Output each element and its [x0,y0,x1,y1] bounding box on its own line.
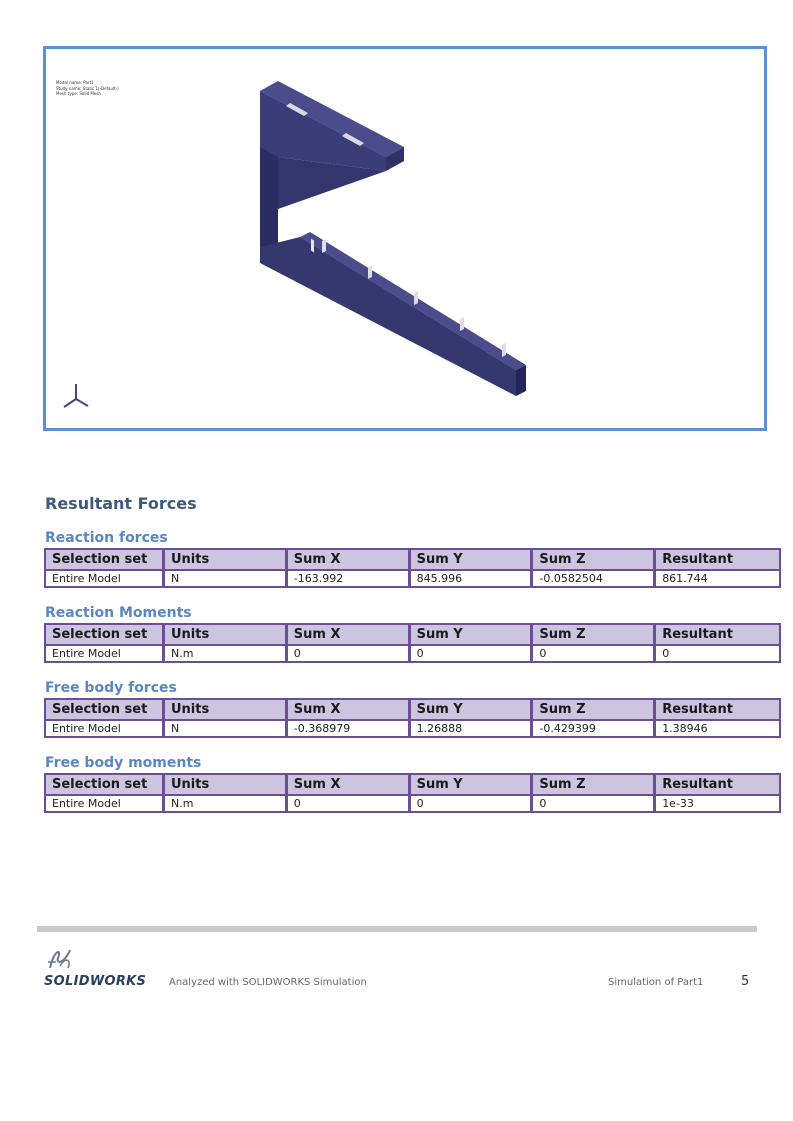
header-cell: Sum Y [411,700,534,721]
header-cell: Sum Z [533,550,656,571]
table-cell: 1.38946 [656,721,779,736]
section-title: Resultant Forces [45,494,197,513]
header-cell: Sum X [288,625,411,646]
table-cell: Entire Model [46,646,165,661]
axis-triad-icon [64,384,88,407]
table-title-reaction-forces: Reaction forces [45,530,168,546]
reaction-moments-table [44,623,781,663]
table-cell: Entire Model [46,721,165,736]
table-cell: N [165,721,288,736]
table-cell: N.m [165,796,288,811]
table-cell: Entire Model [46,571,165,586]
model-info-line: Study name: Static 1(-Default-) [56,85,119,91]
header-cell: Selection set [46,625,165,646]
header-cell: Sum X [288,775,411,796]
table-title-reaction-moments: Reaction Moments [45,605,192,621]
header-cell: Selection set [46,700,165,721]
header-cell: Sum Z [533,700,656,721]
document-title-footer: Simulation of Part1 [608,977,704,988]
table-cell: -0.368979 [288,721,411,736]
free-body-moments-table [44,773,781,813]
header-cell: Selection set [46,550,165,571]
table-cell: 0 [533,796,656,811]
free-body-forces-table [44,698,781,738]
table-cell: 0 [533,646,656,661]
table-row [46,646,779,661]
table-cell: 845.996 [411,571,534,586]
table-cell: -0.429399 [533,721,656,736]
header-cell: Sum Y [411,625,534,646]
footer-divider [37,926,757,932]
table-header-row [46,625,779,646]
header-cell: Sum X [288,700,411,721]
header-cell: Resultant [656,625,779,646]
table-header-row [46,550,779,571]
header-cell: Units [165,700,288,721]
table-row [46,721,779,736]
table-cell: 0 [656,646,779,661]
header-cell: Resultant [656,775,779,796]
table-cell: N [165,571,288,586]
header-cell: Sum Z [533,775,656,796]
header-cell: Selection set [46,775,165,796]
arm-notches [311,239,314,253]
header-cell: Sum Z [533,625,656,646]
table-cell: 1.26888 [411,721,534,736]
table-cell: 0 [288,796,411,811]
table-row [46,796,779,811]
mesh-model-render [46,49,764,428]
header-cell: Units [165,625,288,646]
header-cell: Units [165,550,288,571]
table-cell: Entire Model [46,796,165,811]
header-cell: Sum X [288,550,411,571]
header-cell: Sum Y [411,550,534,571]
header-cell: Resultant [656,700,779,721]
model-info-line: Mesh type: Solid Mesh [56,91,101,96]
table-cell: -163.992 [288,571,411,586]
page-number: 5 [741,974,750,989]
analyzed-with-text: Analyzed with SOLIDWORKS Simulation [169,977,367,988]
solidworks-brand: SOLIDWORKS [44,974,147,989]
model-info-line: Model name: Part1 [56,80,94,85]
table-header-row [46,700,779,721]
table-title-free-body-moments: Free body moments [45,755,202,771]
table-row [46,571,779,586]
table-cell: -0.0582504 [533,571,656,586]
table-header-row [46,775,779,796]
table-cell: N.m [165,646,288,661]
header-cell: Sum Y [411,775,534,796]
reaction-forces-table [44,548,781,588]
model-image-frame [43,46,767,431]
table-cell: 1e-33 [656,796,779,811]
header-cell: Resultant [656,550,779,571]
table-cell: 861.744 [656,571,779,586]
table-cell: 0 [411,796,534,811]
header-cell: Units [165,775,288,796]
table-cell: 0 [411,646,534,661]
table-cell: 0 [288,646,411,661]
solidworks-ds-logo-icon [44,944,76,972]
table-title-free-body-forces: Free body forces [45,680,177,696]
